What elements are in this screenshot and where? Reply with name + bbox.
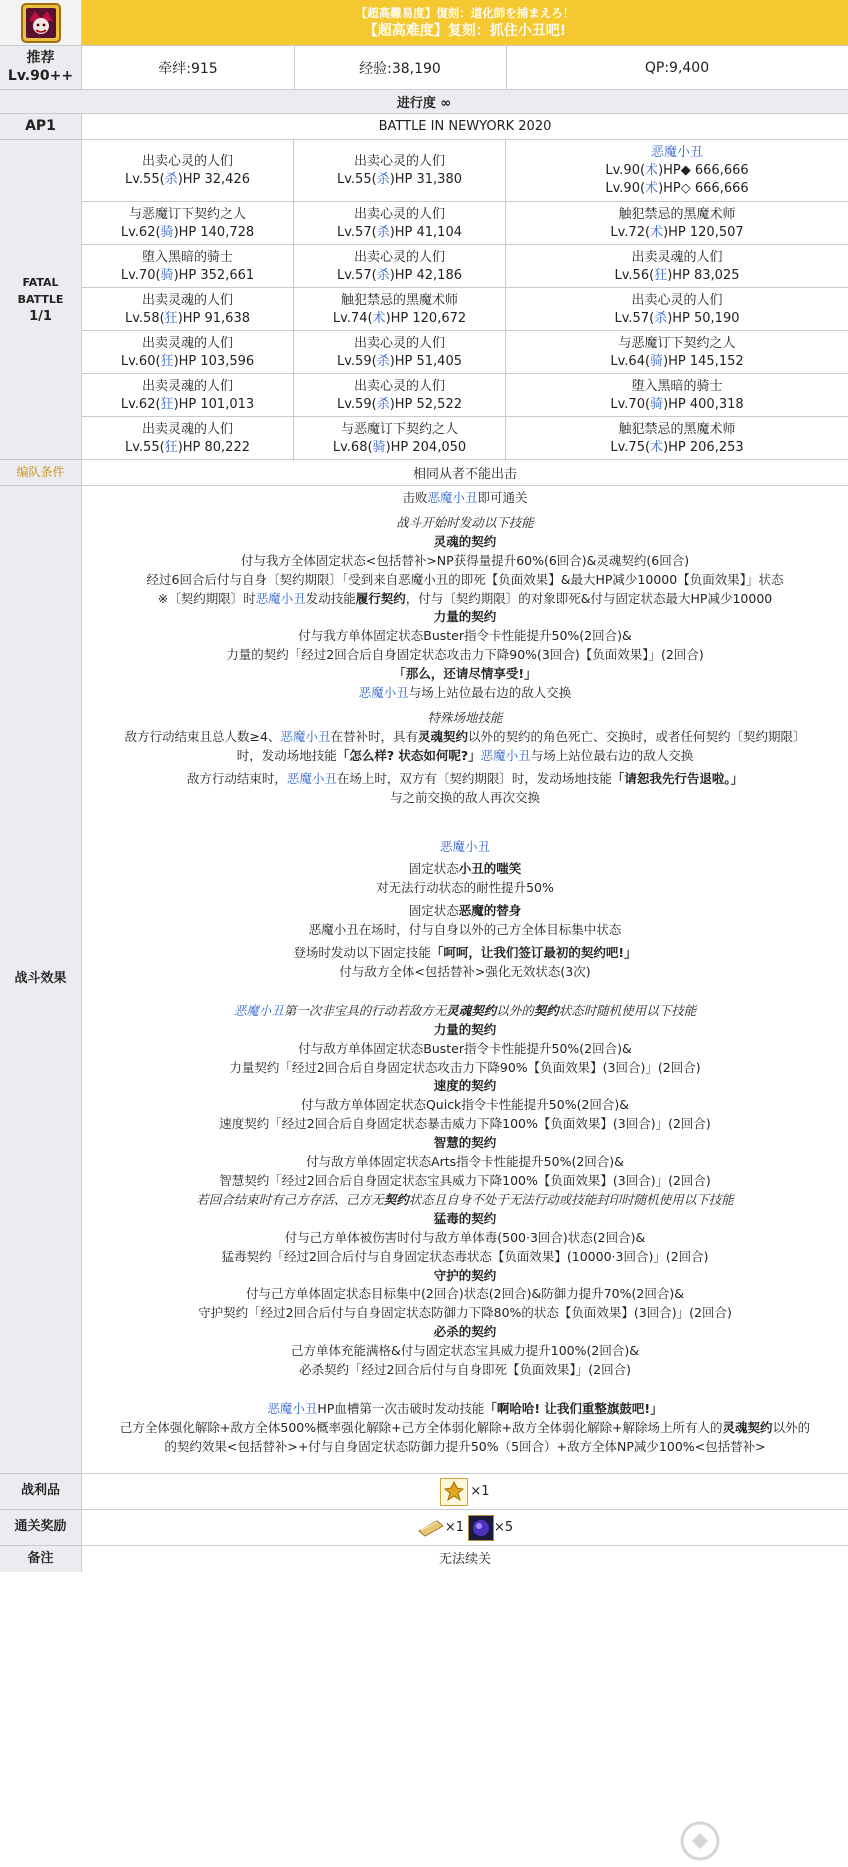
enemy-stats: Lv.68(骑)HP 204,050 <box>332 440 467 455</box>
watermark-icon <box>678 1819 828 1863</box>
quest-title-cn: 【超高难度】复刻：抓住小丑吧! <box>363 22 567 39</box>
reward-ticket-icon[interactable] <box>417 1515 445 1541</box>
wave-row <box>82 244 848 288</box>
drop-qty: ×1 <box>470 1484 490 1499</box>
formation-label: 编队条件 <box>0 460 82 485</box>
enemy-cell <box>294 417 506 461</box>
wave-row <box>82 330 848 374</box>
class-link[interactable]: 术 <box>645 180 659 196</box>
enemy-name: 出卖灵魂的人们 <box>631 249 723 265</box>
qp-value: QP:9,400 <box>644 59 710 76</box>
rec-label-line2: Lv.90++ <box>7 67 74 84</box>
rec-label-line1: 推荐 <box>26 50 55 66</box>
start-skill-header: 战斗开始时发动以下技能 <box>396 514 534 530</box>
enemy-stats: Lv.62(狂)HP 101,013 <box>120 396 255 412</box>
enemy-stats: Lv.57(杀)HP 50,190 <box>614 310 740 326</box>
enemy-cell <box>506 140 848 201</box>
ap-row <box>0 113 848 139</box>
enemy-cell <box>82 331 294 374</box>
enemy-name: 触犯禁忌的黑魔术师 <box>340 292 458 308</box>
enemy-name[interactable]: 恶魔小丑 <box>650 144 703 160</box>
class-link[interactable]: 杀 <box>376 224 390 240</box>
enemy-cell <box>506 288 848 331</box>
enemy-name: 堕入黑暗的骑士 <box>631 378 723 394</box>
enemy-cell <box>82 417 294 461</box>
enemy-stats: Lv.62(骑)HP 140,728 <box>120 224 255 240</box>
progress-row: 进行度 ∞ <box>0 89 848 113</box>
enemy-cell <box>82 374 294 417</box>
reward-label: 通关奖励 <box>0 1510 82 1545</box>
enemy-stats: Lv.58(狂)HP 91,638 <box>124 310 250 326</box>
drops-row <box>0 1473 848 1509</box>
enemy-stats: Lv.70(骑)HP 352,661 <box>120 267 255 283</box>
class-link[interactable]: 杀 <box>164 171 178 187</box>
recommended-level-label <box>0 46 82 89</box>
reward-qty-2: ×5 <box>494 1520 514 1535</box>
enemy-stats: Lv.59(杀)HP 52,522 <box>336 396 462 412</box>
enemy-stats: Lv.75(术)HP 206,253 <box>610 440 744 455</box>
enemy-stats: Lv.59(杀)HP 51,405 <box>336 353 462 369</box>
class-link[interactable]: 杀 <box>376 396 390 412</box>
enemy-stats: Lv.60(狂)HP 103,596 <box>120 353 255 369</box>
class-link[interactable]: 狂 <box>160 353 174 369</box>
reward-orb-icon[interactable] <box>468 1515 494 1541</box>
class-link[interactable]: 骑 <box>650 353 664 369</box>
fatal-label-1: FATAL <box>22 276 59 289</box>
formation-text: 相同从者不能出击 <box>412 467 517 482</box>
enemy-name: 出卖灵魂的人们 <box>141 335 233 351</box>
enemy-cell <box>294 245 506 288</box>
boss-section-title[interactable]: 恶魔小丑 <box>439 838 490 854</box>
quest-header <box>0 0 848 45</box>
enemy-name: 出卖心灵的人们 <box>353 335 445 351</box>
enemy-cell <box>82 140 294 201</box>
enemy-cell <box>506 417 848 461</box>
enemy-stats: Lv.64(骑)HP 145,152 <box>610 353 744 369</box>
class-link[interactable]: 杀 <box>376 267 390 283</box>
enemy-stats: Lv.55(杀)HP 32,426 <box>124 171 250 187</box>
enemy-name: 出卖心灵的人们 <box>353 249 445 265</box>
class-link[interactable]: 狂 <box>654 267 668 283</box>
boss-link[interactable]: 恶魔小丑 <box>267 1400 318 1416</box>
boss-thumbnail[interactable] <box>0 0 82 45</box>
wave-row <box>82 140 848 201</box>
enemy-cell <box>294 288 506 331</box>
class-link[interactable]: 术 <box>650 224 664 240</box>
enemy-stats: Lv.55(狂)HP 80,222 <box>124 440 250 455</box>
boss-link[interactable]: 恶魔小丑 <box>427 490 478 505</box>
drop-item-icon[interactable] <box>440 1478 468 1506</box>
enemy-name: 与恶魔订下契约之人 <box>340 422 458 437</box>
enemy-cell <box>294 374 506 417</box>
boss-link[interactable]: 恶魔小丑 <box>358 685 409 701</box>
note-row <box>0 1545 848 1865</box>
class-link[interactable]: 骑 <box>372 440 386 455</box>
enemy-cell <box>506 245 848 288</box>
reward-row <box>0 1509 848 1545</box>
exp-value: 经验:38,190 <box>294 46 507 89</box>
enemy-name: 出卖灵魂的人们 <box>141 422 233 437</box>
enemy-cell <box>294 140 506 201</box>
reward-qty-1: ×1 <box>444 1520 464 1535</box>
class-link[interactable]: 杀 <box>376 171 390 187</box>
enemy-name: 出卖心灵的人们 <box>353 206 445 222</box>
enemy-stats: Lv.90(术)HP◆ 666,666 <box>605 162 749 178</box>
class-link[interactable]: 术 <box>372 310 386 326</box>
boss-link[interactable]: 恶魔小丑 <box>255 590 306 606</box>
class-link[interactable]: 术 <box>645 162 659 178</box>
quest-title-jp: 【超高難易度】復刻：道化師を捕まえろ！ <box>355 5 575 20</box>
enemy-stats: Lv.57(杀)HP 42,186 <box>336 267 462 283</box>
class-link[interactable]: 狂 <box>160 396 174 412</box>
class-link[interactable]: 狂 <box>164 310 178 326</box>
effects-content: 击败恶魔小丑即可通关 战斗开始时发动以下技能 灵魂的契约 付与我方全体固定状态<包括替补>NP获得量提升60%(6回合)&灵魂契约(6回合) 经过6回合后付与自身〔契约期限〕「受到来自恶魔小丑的即死【负面效果】&最大HP减少10000【负面效果】」状态 ※〔契约期限〕时恶魔小丑发动技能履行契约，付与〔契约期限〕的对象即死&付与固定状态最大HP减少10000 力量的契约 付与我方单体固定状态Buster指令卡性能提升50%(2回合)& 力量的契约「经过2回合后自身固定状态攻击力下降90%(3回合)【负面效果】」(2回合) 「那么，还请尽情享受!」 恶魔小丑与场上站位最右边的敌人交换 特殊场地技能 敌方行动结束且总人数≥4、恶魔小丑在替补时，具有灵魂契约以外的契约的角色死亡、交换时，或者任何契约〔契约期限〕 时，发动场地技能「怎么样? 状态如何呢?」恶魔小丑与场上站位最右边的敌人交换 敌方行动结束时，恶魔小丑在场上时，双方有〔契约期限〕时，发动场地技能「请恕我先行告退啦。」 与之前交换的敌人再次交换 恶魔小丑 固定状态小丑的嗤笑 对无法行动状态的耐性提升50% 固定状态恶魔的替身 恶魔小丑在场时，付与自身以外的己方全体目标集中状态 登场时发动以下固定技能「呵呵，让我们签订最初的契约吧!」 付与敌方全体<包括替补>强化无效状态(3次) 恶魔小丑第一次非宝具的行动若敌方无灵魂契约以外的契约状态时随机使用以下技能 力量的契约 付与敌方单体固定状态Buster指令卡性能提升50%(2回合)& 力量契约「经过2回合后自身固定状态攻击力下降90%【负面效果】(3回合)」(2回合) 速度的契约 付与敌方单体固定状态Quick指令卡性能提升50%(2回合)& 速度契约「经过2回合后自身固定状态暴击威力下降100%【负面效果】(3回合)」(2回合) 智慧的契约 付与敌方单体固定状态Arts指令卡性能提升50%(2回合)& 智慧契约「经过2回合后自身固定状态宝具威力下降100%【负面效果】(3回合)」(2回合) 若回合结束时有己方存活、己方无契约状态且自身不处于无法行动或技能封印时随机使用以下技能 猛毒的契约 付与己方单体被伤害时付与敌方单体毒(500·3回合)状态(2回合)& 猛毒契约「经过2回合后付与自身固定状态毒状态【负面效果】(10000·3回合)」(2回合) 守护的契约 付与己方单体固定状态目标集中(2回合)状态(2回合)&防御力提升70%(2回合)& 守护契约「经过2回合后付与自身固定状态防御力下降80%的状态【负面效果】(3回合)」(2回合) 必杀的契约 己方单体充能满格&付与固定状态宝具威力提升100%(2回合)& 必杀契约「经过2回合后付与自身即死【负面效果】」(2回合) 恶魔小丑HP血槽第一次击破时发动技能「啊哈哈! 让我们重整旗鼓吧!」 己方全体强化解除+敌方全体500%概率强化解除+己方全体弱化解除+敌方全体弱化解除+解除场上所有人的灵魂契约以外的 的契约效果<包括替补>+付与自身固定状态防御力提升50%（5回合）+敌方全体NP减少100%<包括替补> <box>82 486 848 1473</box>
class-link[interactable]: 术 <box>650 440 664 455</box>
enemy-cell <box>82 288 294 331</box>
drops-label: 战利品 <box>0 1474 82 1509</box>
enemy-cell <box>506 202 848 245</box>
enemy-name: 触犯禁忌的黑魔术师 <box>618 206 736 222</box>
enemy-stats: Lv.55(杀)HP 31,380 <box>336 171 462 187</box>
wave-row <box>82 416 848 461</box>
watermark-logo <box>678 1819 828 1863</box>
enemy-name: 出卖心灵的人们 <box>353 153 445 169</box>
wave-row <box>82 287 848 331</box>
enemy-name: 出卖心灵的人们 <box>631 292 723 308</box>
enemy-cell <box>82 202 294 245</box>
class-link[interactable]: 骑 <box>160 267 174 283</box>
boss-link[interactable]: 恶魔小丑 <box>280 728 331 744</box>
enemy-cell <box>294 202 506 245</box>
wave-row <box>82 201 848 245</box>
class-link[interactable]: 杀 <box>654 310 668 326</box>
battle-name: BATTLE IN NEWYORK 2020 <box>378 119 552 134</box>
boss-link[interactable]: 恶魔小丑 <box>286 770 337 786</box>
info-row <box>0 45 848 89</box>
fatal-label-3: 1/1 <box>29 309 52 324</box>
enemy-name: 出卖心灵的人们 <box>141 153 233 169</box>
wave-row <box>82 373 848 417</box>
enemy-name: 触犯禁忌的黑魔术师 <box>618 422 736 437</box>
class-link[interactable]: 狂 <box>164 440 178 455</box>
enemy-stats: Lv.57(杀)HP 41,104 <box>336 224 462 240</box>
boss-portrait-icon <box>21 3 61 43</box>
class-link[interactable]: 骑 <box>650 396 664 412</box>
formation-row <box>0 459 848 485</box>
bond-value: 牵绊:915 <box>82 46 295 89</box>
enemy-cell <box>506 374 848 417</box>
enemy-stats: Lv.74(术)HP 120,672 <box>332 310 467 326</box>
enemy-name: 出卖灵魂的人们 <box>141 378 233 394</box>
fatal-label-2: BATTLE <box>17 293 64 306</box>
quest-title-bar <box>82 0 848 45</box>
boss-link[interactable]: 恶魔小丑 <box>480 747 531 763</box>
enemy-section <box>0 139 848 459</box>
enemy-cell <box>294 331 506 374</box>
enemy-cell <box>506 331 848 374</box>
enemy-cell <box>82 245 294 288</box>
effects-section <box>0 485 848 1473</box>
enemy-name: 出卖心灵的人们 <box>353 378 445 394</box>
effects-label: 战斗效果 <box>0 486 82 1473</box>
enemy-stats: Lv.56(狂)HP 83,025 <box>614 267 740 283</box>
class-link[interactable]: 骑 <box>160 224 174 240</box>
fatal-battle-label <box>0 140 82 459</box>
enemy-name: 堕入黑暗的骑士 <box>141 249 233 265</box>
field-skill-header: 特殊场地技能 <box>427 709 503 725</box>
enemy-name: 出卖灵魂的人们 <box>141 292 233 308</box>
enemy-stats: Lv.70(骑)HP 400,318 <box>610 396 744 412</box>
ap-label: AP1 <box>0 114 82 139</box>
enemy-name: 与恶魔订下契约之人 <box>128 206 246 222</box>
enemy-stats: Lv.72(术)HP 120,507 <box>610 224 744 240</box>
boss-link[interactable]: 恶魔小丑 <box>233 1002 284 1018</box>
note-label: 备注 <box>0 1546 82 1572</box>
enemy-stats: Lv.90(术)HP◇ 666,666 <box>605 180 749 196</box>
class-link[interactable]: 杀 <box>376 353 390 369</box>
enemy-name: 与恶魔订下契约之人 <box>618 335 736 351</box>
enemy-grid <box>82 140 848 459</box>
note-text: 无法续关 <box>438 1551 491 1567</box>
